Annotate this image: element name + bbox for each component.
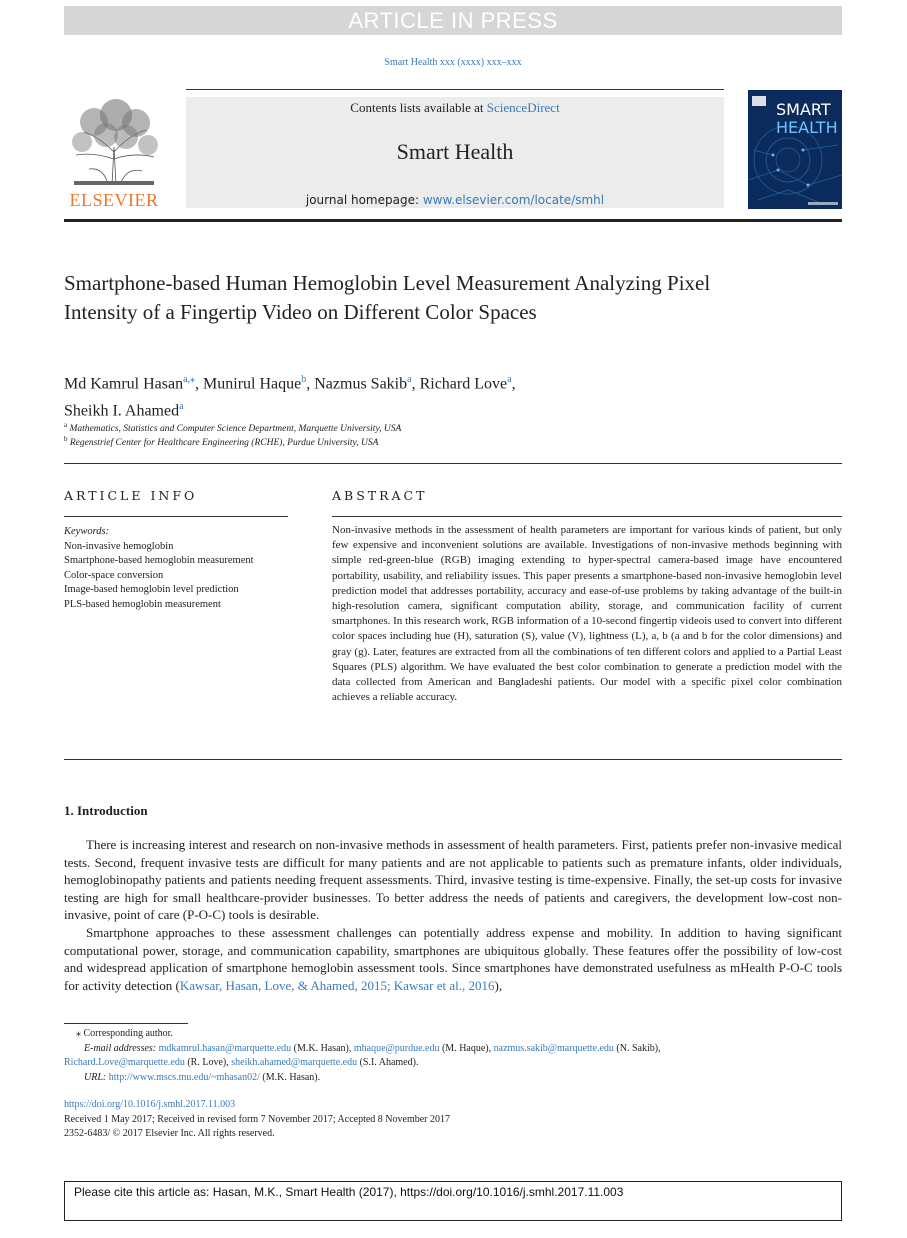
author-affiliation-mark[interactable]: a: [407, 374, 412, 385]
email-owner: (R. Love),: [184, 1057, 232, 1068]
keyword-item: PLS-based hemoglobin measurement: [64, 598, 221, 610]
keywords-label: Keywords:: [64, 526, 110, 537]
contents-available-line: [186, 100, 724, 116]
intro-paragraph-2-end: ),: [494, 977, 503, 993]
title-divider: [64, 463, 842, 464]
citation-box: Please cite this article as: Hasan, M.K., Smart Health (2017), https://doi.org/10.1016/j.smhl.2017.11.003: [64, 1181, 842, 1221]
keywords-block: [64, 525, 288, 612]
abstract-text: Non-invasive methods in the assessment of health parameters are important for various kinds of patient, but only few expensive and inconvenient solutions are available. Investigations of non-invasive methods beginning with simple red-green-blue (RGB) imaging extending to hyper-spectral camera-based image have encountered portability, usability, and reliability issues. This paper presents a smartphone-based non-invasive hemoglobin level prediction model that addresses portability, accuracy and ease-of-use problems by taking advantage of the built-in high-resolution camera, significant computation ability, storage, and communication facility of current smartphones. In this research work, RGB information of a 10-second fingertip videois used to convert into different color spaces including hue (H), saturation (S), value (V), lightness (L), a, b (a and b for the color dimensions) and gray (g). Later, features are extracted from all the combinations of ten different colors and applied to a Partial Least Squares (PLS) algorithm. We have evaluated the best color combination to generate a prediction model with the data collected from American and Bangladeshi patients. Our model with a specific pixel color combination achieves a reliable accuracy.: [332, 524, 842, 704]
email-addresses: [84, 1042, 842, 1056]
email-link[interactable]: sheikh.ahamed@marquette.edu: [231, 1057, 358, 1068]
author-name: Munirul Haque: [203, 375, 302, 393]
intro-paragraph-2-text: Smartphone approaches to these assessment challenges can potentially address expense and mobility. In addition to having significant computational power, storage, and communication capability, smartphones are ubiquitous globally. These features offer the possibility of low-cost and widespread application of smartphone hemoglobin assessment tools. Since smartphones have demonstrated usefulness as mHealth P-O-C tools for activity detection (: [64, 925, 842, 993]
email-owner: (S.I. Ahamed).: [357, 1057, 419, 1068]
email-owner: (M. Haque),: [439, 1043, 494, 1054]
citation-link[interactable]: Kawsar, Hasan, Love, & Ahamed, 2015; Kawsar et al., 2016: [179, 977, 495, 993]
keyword-item: Image-based hemoglobin level prediction: [64, 584, 239, 595]
copyright-line: 2352-6483/ © 2017 Elsevier Inc. All rights reserved.: [64, 1128, 275, 1140]
article-history: [64, 1113, 450, 1141]
journal-homepage-link[interactable]: www.elsevier.com/locate/smhl: [422, 193, 605, 207]
author-list: [64, 368, 764, 423]
affiliation-a: [64, 421, 401, 434]
introduction-heading: 1. Introduction: [64, 803, 148, 818]
header-top-rule: [186, 89, 724, 90]
homepage-prefix: journal homepage:: [305, 193, 423, 207]
author-separator: ,: [306, 375, 315, 393]
header-bottom-rule: [64, 219, 842, 222]
elsevier-wordmark: ELSEVIER: [69, 190, 159, 210]
url-owner: (M.K. Hasan).: [259, 1072, 321, 1083]
url-link[interactable]: http://www.mscs.mu.edu/~mhasan02/: [108, 1072, 260, 1083]
email-link[interactable]: Richard.Love@marquette.edu: [64, 1057, 185, 1068]
received-dates: Received 1 May 2017; Received in revised form 7 November 2017; Accepted 8 November 2017: [64, 1114, 451, 1125]
url-label: URL:: [84, 1072, 107, 1083]
email-owner: (M.K. Hasan),: [291, 1043, 354, 1054]
email-owner: (N. Sakib),: [613, 1043, 661, 1054]
abstract-rule: [332, 516, 842, 517]
author-separator: ,: [195, 375, 204, 393]
keyword-item: Smartphone-based hemoglobin measurement: [64, 555, 254, 566]
doi-link[interactable]: https://doi.org/10.1016/j.smhl.2017.11.003: [64, 1099, 236, 1110]
author-name: Md Kamrul Hasan: [64, 375, 184, 393]
author-name: Nazmus Sakib: [314, 375, 408, 393]
author-affiliation-mark[interactable]: b: [301, 374, 307, 385]
affiliation-text: Mathematics, Statistics and Computer Science Department, Marquette University, USA: [69, 424, 402, 435]
email-link[interactable]: mdkamrul.hasan@marquette.edu: [158, 1043, 292, 1054]
email-label: E-mail addresses:: [84, 1043, 157, 1054]
email-link[interactable]: nazmus.sakib@marquette.edu: [493, 1043, 614, 1054]
journal-homepage-line: [186, 193, 724, 207]
intro-paragraph-1: There is increasing interest and research on non-invasive methods in assessment of health parameters. First, patients prefer non-invasive medical tests. Second, frequent invasive tests are difficult for many patients and are not applicable to patients such as premature infants, older individuals, hemoglobinopathy patients and patients needing frequent assessments. Third, invasive testing is time-expensive. Finally, the set-up costs for invasive testing are high for small healthcare-provider businesses. To better address the needs of patients and caregivers, the development low-cost non-invasive, point of care (P-O-C) tools is desirable.: [64, 837, 842, 923]
email-addresses-cont: [64, 1056, 842, 1070]
author-name: Richard Love: [419, 375, 508, 393]
abstract-divider: [64, 759, 842, 760]
sciencedirect-link[interactable]: ScienceDirect: [486, 100, 560, 115]
article-title: Smartphone-based Human Hemoglobin Level Measurement Analyzing Pixel Intensity of a Fingertip Video on Different Color Spaces: [64, 271, 711, 324]
article-info-rule: [64, 516, 288, 517]
author-affiliation-mark[interactable]: a: [179, 401, 184, 413]
author-separator: ,: [411, 375, 420, 393]
author-affiliation-mark[interactable]: a,⁎: [183, 374, 196, 385]
intro-paragraph-2: [64, 924, 842, 994]
article-info-heading: ARTICLE INFO: [64, 488, 198, 503]
contents-prefix: Contents lists available at: [350, 100, 487, 115]
author-separator: ,: [511, 375, 516, 393]
keyword-item: Non-invasive hemoglobin: [64, 540, 174, 552]
corresponding-author-note: ⁎ Corresponding author.: [76, 1028, 173, 1039]
keyword-item: Color-space conversion: [64, 569, 164, 581]
elsevier-tree-logo-icon: [64, 97, 164, 189]
journal-title: Smart Health: [396, 139, 514, 164]
article-in-press-banner: ARTICLE IN PRESS: [64, 6, 842, 35]
email-link[interactable]: mhaque@purdue.edu: [353, 1043, 440, 1054]
author-affiliation-mark[interactable]: a: [507, 374, 512, 385]
author-name: Sheikh I. Ahamed: [64, 402, 180, 420]
affiliation-b: [64, 435, 378, 448]
abstract-heading: ABSTRACT: [332, 488, 428, 503]
journal-reference-link[interactable]: Smart Health xxx (xxxx) xxx–xxx: [384, 57, 522, 68]
author-url: [84, 1071, 862, 1085]
affiliation-mark: b: [64, 435, 68, 443]
footnote-rule: [64, 1023, 188, 1024]
affiliation-mark: a: [64, 421, 68, 429]
cover-title-health: HEALTH: [776, 118, 838, 137]
cover-title-smart: SMART: [776, 100, 831, 119]
affiliation-text: Regenstrief Center for Healthcare Engineering (RCHE), Purdue University, USA: [69, 438, 379, 449]
